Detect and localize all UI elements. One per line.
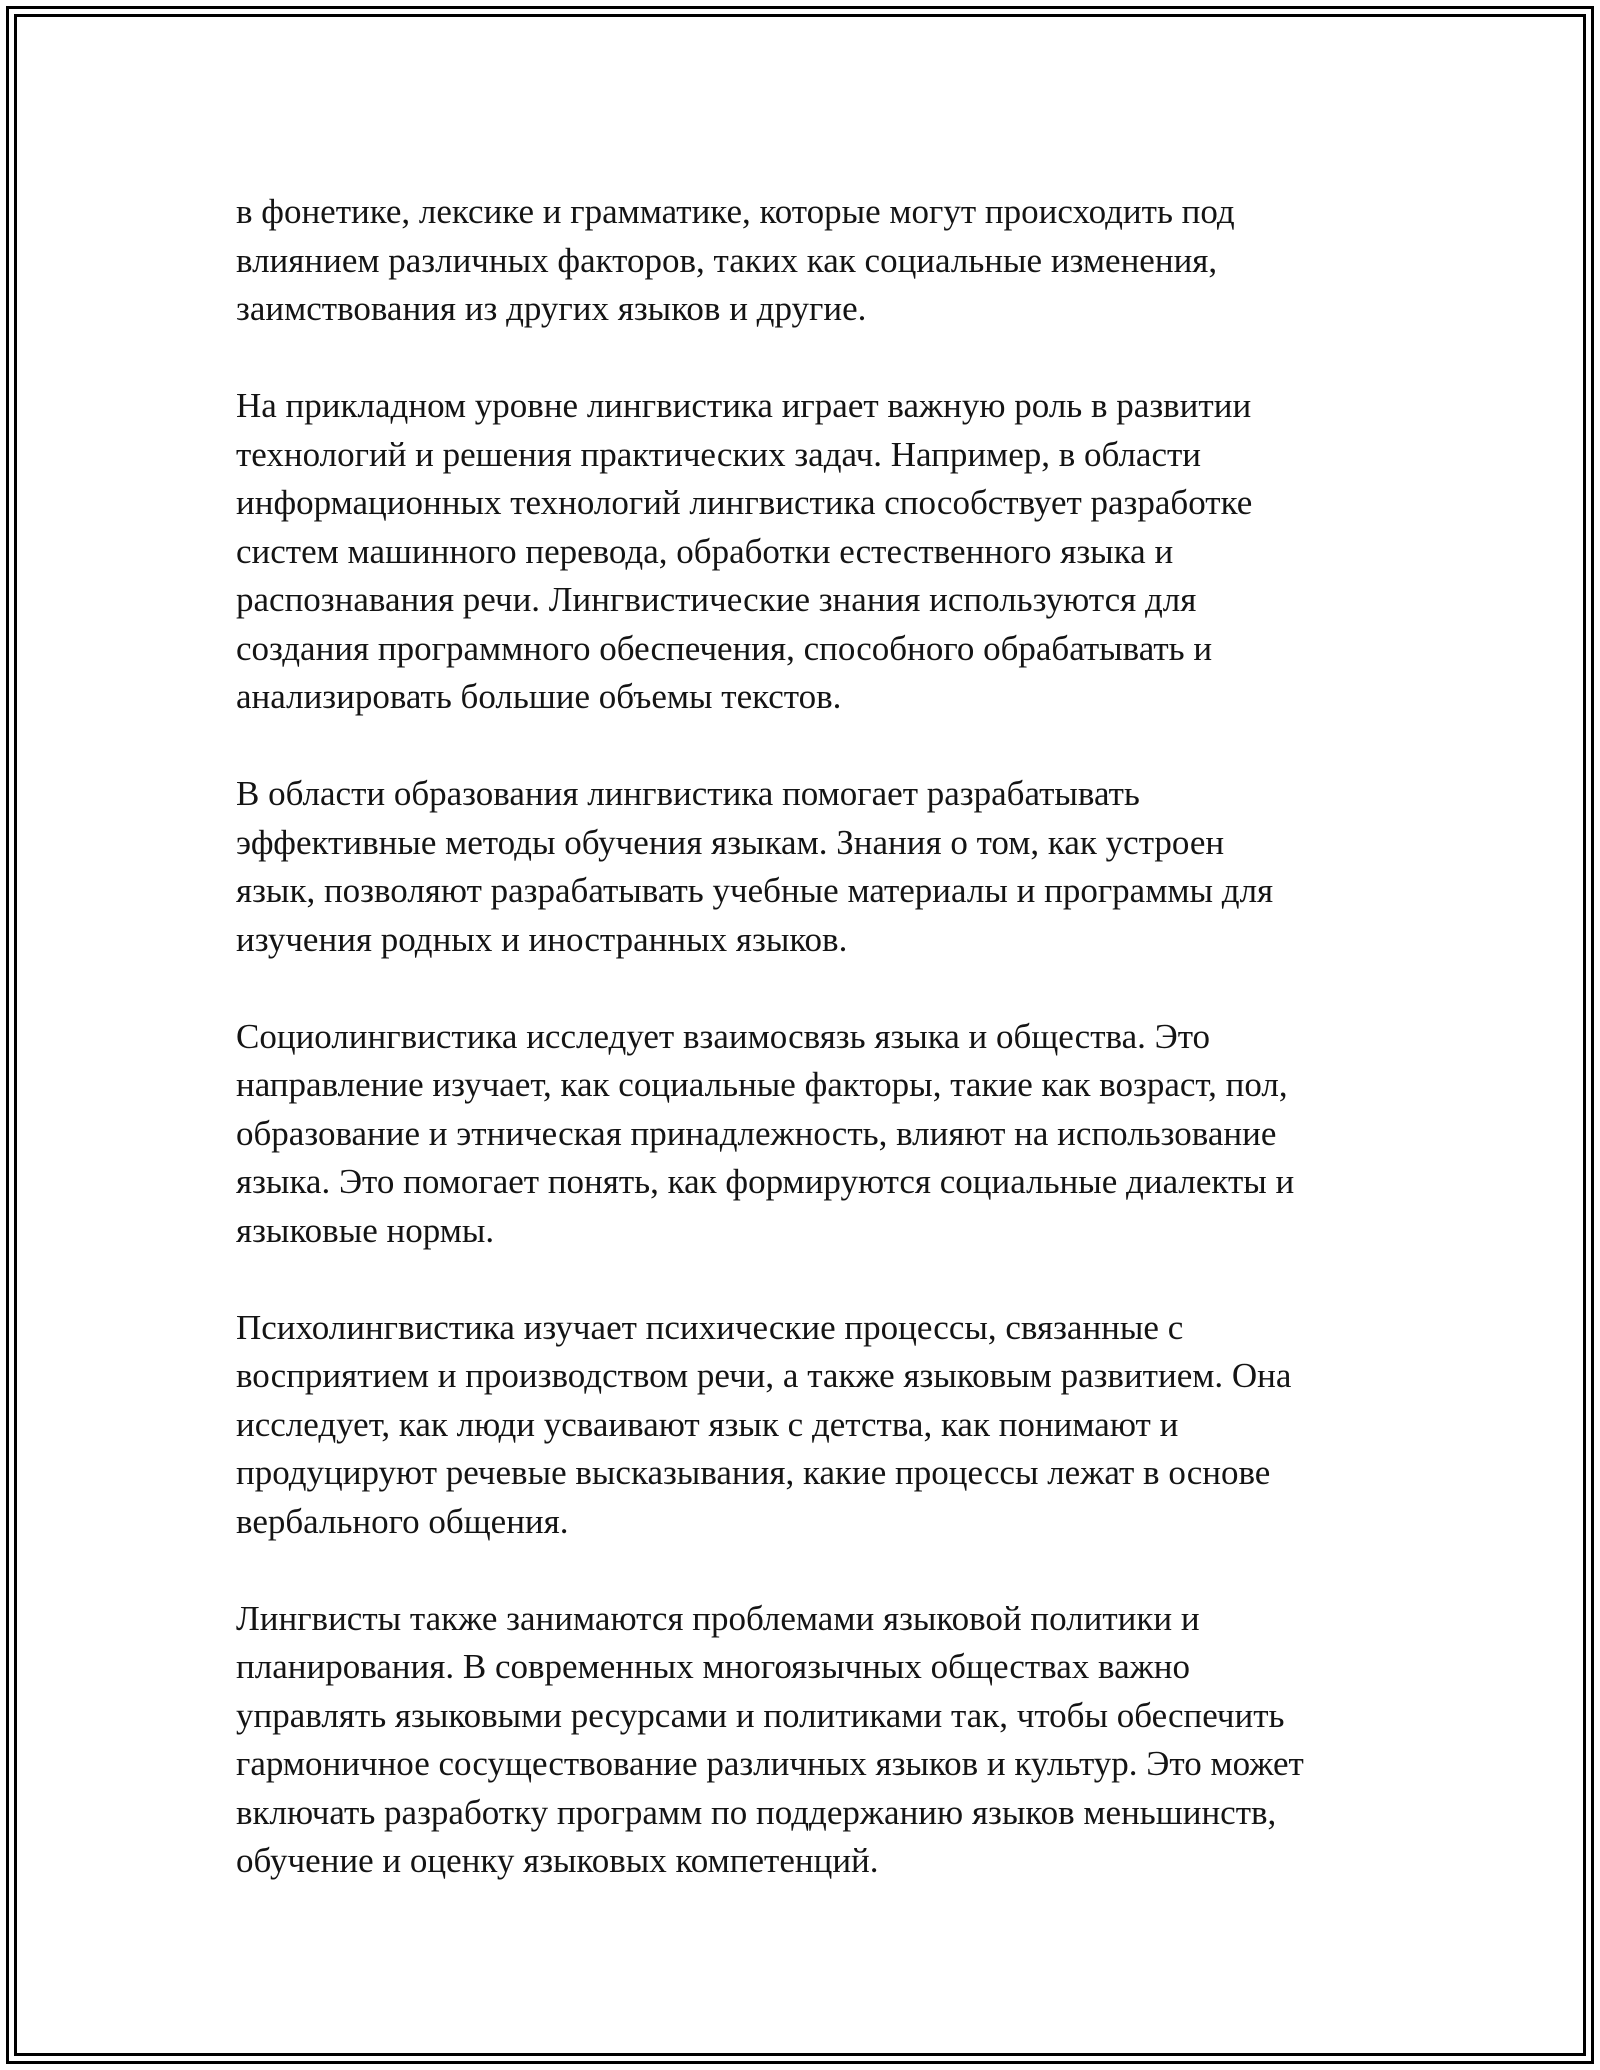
text-line: исследует, как люди усваивают язык с детства, как понимают и — [236, 1404, 1179, 1444]
text-line: Социолингвистика исследует взаимосвязь языка и общества. Это — [236, 1016, 1211, 1056]
text-line: планирования. В современных многоязычных обществах важно — [236, 1647, 1191, 1686]
text-line: языковые нормы. — [236, 1210, 495, 1250]
document-body — [236, 188, 1376, 1934]
paragraph-language-policy — [236, 1595, 1376, 1886]
text-line: распознавания речи. Лингвистические знания используются для — [236, 580, 1197, 619]
text-line: направление изучает, как социальные факторы, такие как возраст, пол, — [236, 1065, 1288, 1104]
paragraph-education — [236, 770, 1376, 964]
text-line: обучение и оценку языковых компетенций. — [236, 1841, 879, 1880]
text-line: изучения родных и иностранных языков. — [236, 919, 848, 959]
text-line: образование и этническая принадлежность, влияют на использование — [236, 1113, 1277, 1153]
text-line: создания программного обеспечения, способного обрабатывать и — [236, 628, 1213, 668]
text-line: восприятием и производством речи, а также языковым развитием. Она — [236, 1356, 1292, 1395]
text-line: включать разработку программ по поддержанию языков меньшинств, — [236, 1792, 1277, 1832]
paragraph-phonetics-continuation — [236, 188, 1376, 334]
text-line: языка. Это помогает понять, как формируются социальные диалекты и — [236, 1162, 1295, 1201]
text-line: анализировать большие объемы текстов. — [236, 677, 842, 716]
paragraph-sociolinguistics — [236, 1013, 1376, 1256]
text-line: продуцируют речевые высказывания, какие процессы лежат в основе — [236, 1453, 1271, 1492]
text-line: язык, позволяют разрабатывать учебные материалы и программы для — [236, 871, 1274, 910]
text-line: информационных технологий лингвистика способствует разработке — [236, 483, 1253, 522]
text-line: Лингвисты также занимаются проблемами языковой политики и — [236, 1598, 1200, 1638]
paragraph-psycholinguistics — [236, 1304, 1376, 1547]
text-line: технологий и решения практических задач. Например, в области — [236, 434, 1202, 474]
text-line: в фонетике, лексике и грамматике, которые могут происходить под — [236, 192, 1235, 231]
text-line: В области образования лингвистика помогает разрабатывать — [236, 774, 1140, 813]
text-line: эффективные методы обучения языкам. Знания о том, как устроен — [236, 822, 1225, 862]
text-line: Психолингвистика изучает психические процессы, связанные с — [236, 1307, 1184, 1347]
text-line: На прикладном уровне лингвистика играет важную роль в развитии — [236, 386, 1252, 425]
paragraph-applied-linguistics — [236, 382, 1376, 722]
text-line: систем машинного перевода, обработки естественного языка и — [236, 531, 1174, 571]
text-line: управлять языковыми ресурсами и политиками так, чтобы обеспечить — [236, 1695, 1285, 1735]
text-line: гармоничное сосуществование различных языков и культур. Это может — [236, 1744, 1304, 1783]
text-line: вербального общения. — [236, 1501, 569, 1541]
text-line: заимствования из других языков и другие. — [236, 289, 867, 328]
text-line: влиянием различных факторов, таких как социальные изменения, — [236, 240, 1218, 280]
